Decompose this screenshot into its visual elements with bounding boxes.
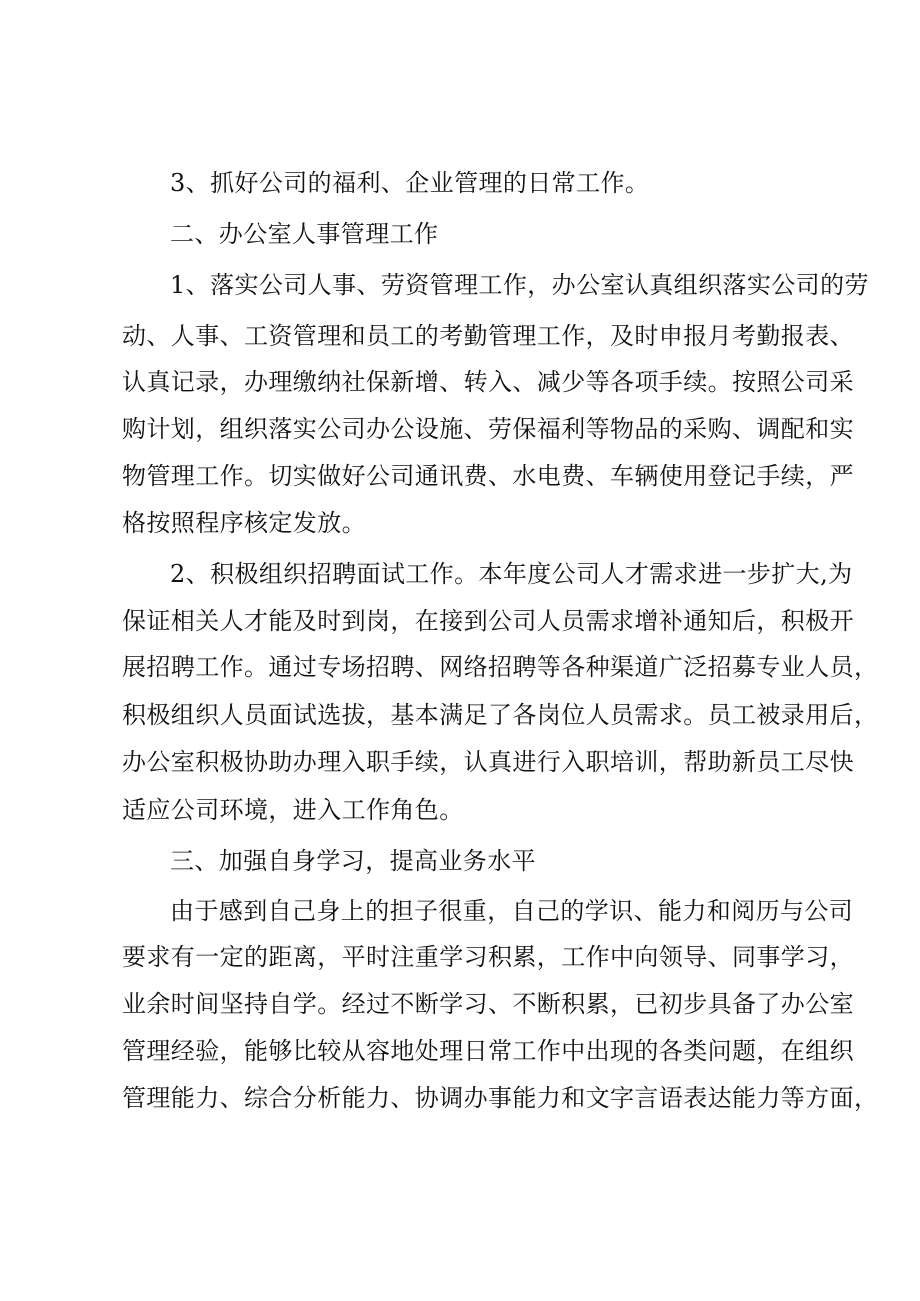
text-line-17: 要求有一定的距离，平时注重学习积累，工作中向领导、同事学习， <box>122 943 854 971</box>
text-line-20: 管理能力、综合分析能力、协调办事能力和文字言语表达能力等方面， <box>122 1084 879 1112</box>
text-line-1: 3、抓好公司的福利、企业管理的日常工作。 <box>170 169 650 197</box>
text-line-19: 管理经验，能够比较从容地处理日常工作中出现的各类问题，在组织 <box>122 1037 854 1065</box>
text-line-5: 认真记录，办理缴纳社保新增、转入、减少等各项手续。按照公司采 <box>122 368 854 396</box>
text-line-18: 业余时间坚持自学。经过不断学习、不断积累，已初步具备了办公室 <box>122 990 854 1018</box>
text-line-14: 适应公司环境，进入工作角色。 <box>122 796 464 824</box>
section-heading-3: 三、加强自身学习，提高业务水平 <box>170 847 536 875</box>
text-line-11: 展招聘工作。通过专场招聘、网络招聘等各种渠道广泛招募专业人员， <box>122 653 879 681</box>
section-heading-2: 二、办公室人事管理工作 <box>170 220 439 248</box>
text-line-13: 办公室积极协助办理入职手续，认真进行入职培训，帮助新员工尽快 <box>122 748 854 776</box>
text-line-9: 2、积极组织招聘面试工作。本年度公司人才需求进一步扩大,为 <box>170 560 853 588</box>
text-line-4: 动、人事、工资管理和员工的考勤管理工作，及时申报月考勤报表、 <box>122 322 854 350</box>
text-line-3: 1、落实公司人事、劳资管理工作，办公室认真组织落实公司的劳 <box>170 271 869 299</box>
text-line-12: 积极组织人员面试选拔，基本满足了各岗位人员需求。员工被录用后， <box>122 701 879 729</box>
text-line-8: 格按照程序核定发放。 <box>122 509 366 537</box>
text-line-6: 购计划，组织落实公司办公设施、劳保福利等物品的采购、调配和实 <box>122 415 854 443</box>
text-line-16: 由于感到自己身上的担子很重，自己的学识、能力和阅历与公司 <box>170 897 854 925</box>
text-line-7: 物管理工作。切实做好公司通讯费、水电费、车辆使用登记手续，严 <box>122 462 854 490</box>
text-line-10: 保证相关人才能及时到岗，在接到公司人员需求增补通知后，积极开 <box>122 607 854 635</box>
